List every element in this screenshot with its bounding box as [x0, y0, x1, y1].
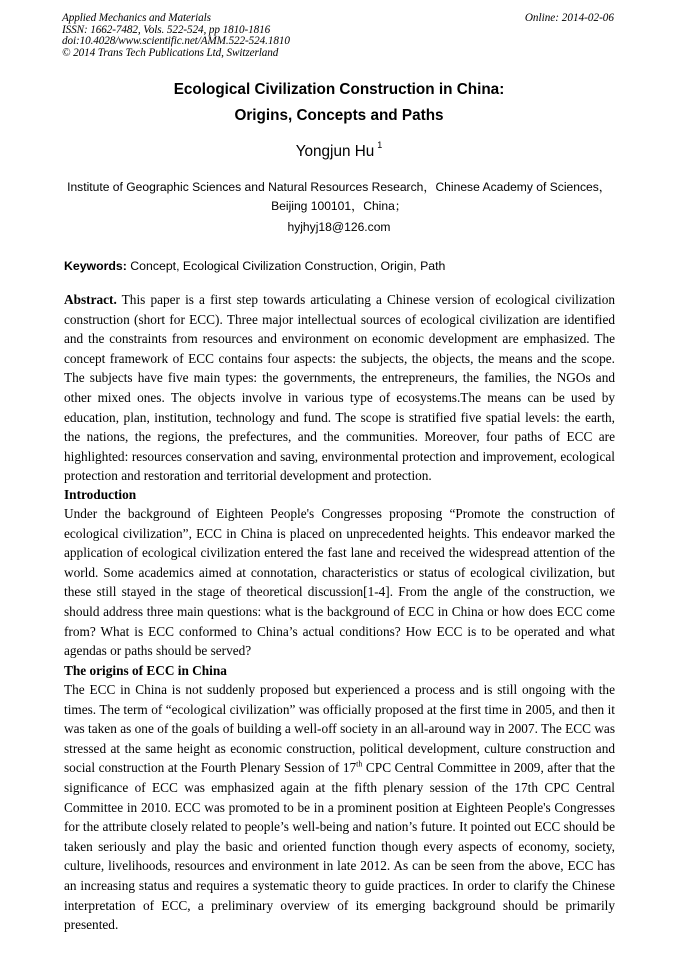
origins-text-part-2: CPC Central Committee in 2009, after that the significance of ECC was emphasized again at the fifth plenary session of the 17th CPC Central Committee in 2010. ECC was promoted to be in a prominent position at Eighteen People's Congresses for the attribute closely related to people’s well-being and nation’s future. It pointed out ECC should be taken seriously and play the basic and oriented function though every aspects of economy, society, culture, livelihoods, resources and environment in late 2012. As can be seen from the above, ECC has an increasing status and requires a systematic theory to guide practices. In order to clarify the Chinese interpretation of ECC, a preliminary overview of its emerging background should be primarily presented.	[64, 760, 615, 933]
keywords-list: Concept, Ecological Civilization Construction, Origin, Path	[126, 259, 446, 273]
abstract	[64, 290, 615, 486]
author-name: Yongjun Hu	[295, 143, 375, 161]
section-heading-introduction: Introduction	[64, 487, 137, 502]
keywords-label: Keywords:	[64, 259, 127, 273]
affiliation-line-1: Institute of Geographic Sciences and Natural Resources Research，Chinese Academy of Sciences，	[67, 180, 611, 194]
journal-doi: doi:10.4028/www.scientific.net/AMM.522-524.1810	[62, 35, 290, 48]
section-text-origins	[64, 680, 615, 935]
author-affiliation-mark: 1	[377, 140, 383, 150]
ordinal-superscript: th	[356, 759, 363, 769]
origins-text-part-1: The ECC in China is not suddenly proposed but experienced a process and is still ongoing with the times. The term of “ecological civilization” was officially proposed at the first time in 2005, and then it was taken as one of the goals of building a well-off society in an all-around way in 2007. The ECC was stressed at the same height as economic construction, political development, culture construction and social construction at the Fourth Plenary Session of 17	[64, 682, 615, 776]
author	[0, 142, 678, 161]
section-heading-origins: The origins of ECC in China	[64, 663, 227, 678]
journal-copyright: © 2014 Trans Tech Publications Ltd, Switzerland	[62, 46, 279, 59]
abstract-text: This paper is a first step towards articulating a Chinese version of ecological civilization construction (short for ECC). Three major intellectual sources of ecological civilization are identified and the constraints from resources and environment on economic development are emphasized. The concept framework of ECC contains four aspects: the subjects, the objects, the means and the scope. The subjects have five main types: the governments, the entrepreneurs, the families, the NGOs and other mixed ones. The objects involve in various type of ecosystems.The means can be used by education, plan, institution, technology and fund. The scope is stratified five spatial levels: the earth, the nations, the regions, the prefectures, and the communities. Moreover, four paths of ECC are highlighted: resources conservation and saving, environmental protection and improvement, ecological protection and restoration and territorial development and protection.	[64, 292, 615, 484]
keywords	[64, 259, 445, 273]
journal-name: Applied Mechanics and Materials	[62, 12, 211, 24]
author-email: hyjhyj18@126.com	[287, 220, 391, 234]
section-text-introduction: Under the background of Eighteen People's Congresses proposing “Promote the construction of ecological civilization”, ECC in China is placed on unprecedented heights. This endeavor marked the application of ecological civilization entered the fast lane and received the widespread attention of the world. Some academics aimed at connotation, characteristics or status of ecological civilization, but these still stayed in the stage of theoretical discussion[1-4]. From the angle of the construction, we should address three main questions: what is the background of ECC in China or how does ECC come from? What is ECC conformed to China’s actual conditions? How ECC is to be operated and what agendas or paths should be served?	[64, 506, 615, 659]
paper-title-line-2: Origins, Concepts and Paths	[234, 107, 444, 124]
journal-issn: ISSN: 1662-7482, Vols. 522-524, pp 1810-1816	[62, 23, 271, 36]
online-date: Online: 2014-02-06	[524, 12, 614, 24]
paper-title-line-1: Ecological Civilization Construction in China:	[173, 81, 505, 98]
journal-info	[62, 13, 290, 59]
affiliation-line-2: Beijing 100101，China；	[271, 199, 407, 213]
abstract-label: Abstract.	[64, 292, 117, 307]
